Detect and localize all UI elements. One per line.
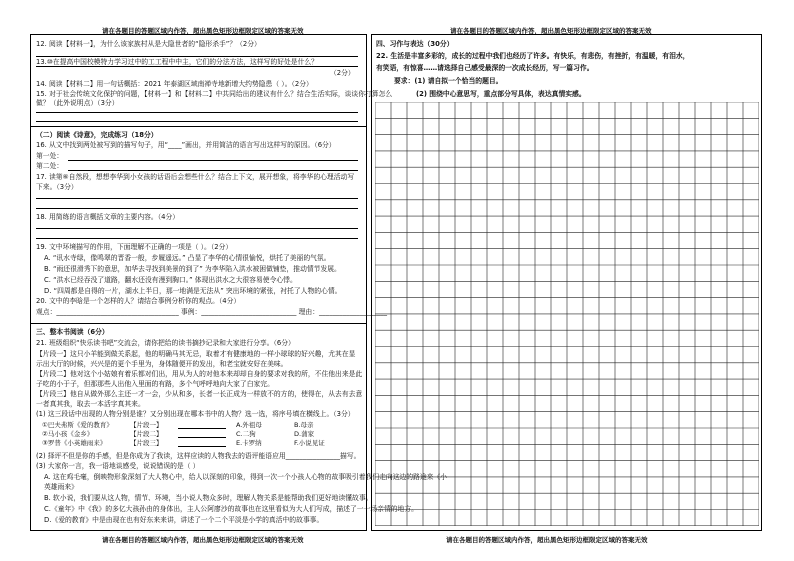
question-15-b: 做？（此外说明点）（3分） bbox=[36, 99, 119, 107]
section-3-heading: 三、整本书阅读（6分） bbox=[36, 328, 109, 336]
requirement-2: (2) 围绕中心意思写，重点部分写具体，表达真情实感。 bbox=[416, 90, 586, 98]
question-15-a: 15. 对于社会传统文化保护的问题，【材料一】和【材料二】中共同给出的建议有什么？结合生活实际，谈谈你打算怎么 bbox=[36, 90, 393, 98]
answer-line-16b[interactable] bbox=[68, 170, 358, 171]
character-option: C.二狗 bbox=[236, 430, 256, 438]
question-21-option-a1: A. 这在鸡毛毫，倒映物形象深刻了大人物心中，给人以深刻的印象，得到一次一个小孩人心物的故事吸引着我们走向这边的路途来《小 bbox=[44, 473, 448, 481]
question-13: 13.⑩在提高中国校模特力学习过中的工工程中中主，它们的分法方法，这样写的好处是什么？ bbox=[36, 58, 318, 66]
question-22-b: 有笑语，有惊喜……请选择自己感受最深的一次成长经历，写一篇习作。 bbox=[376, 64, 594, 72]
character-option: B.母亲 bbox=[294, 421, 314, 429]
question-21-option-b: B. 软小说，我们要从这人物，情节、环境，当小说人物众多时，理解人物关系是能帮助我们更好地读懂故事。 bbox=[44, 494, 373, 502]
answer-line-18b[interactable] bbox=[36, 238, 358, 239]
requirement-1: 要求：(1) 请自拟一个恰当的题目。 bbox=[394, 77, 503, 85]
passage-label: 【片段一】 bbox=[130, 421, 163, 429]
answer-line-15b[interactable] bbox=[36, 121, 358, 122]
matching-row bbox=[40, 438, 327, 447]
passage-3-b: 一者真其我，取去一本活字真其来。 bbox=[36, 400, 145, 408]
question-21-3: (3) 大家你一言，我一语地谈感受，说说错误的是（ ） bbox=[36, 462, 200, 470]
character-option: F.小说见证 bbox=[294, 439, 325, 447]
question-14: 14. 阅读【材料二】用一句话概括：2021 年泰湖区域南禅寺地新增大约势隐患（ ）。（2分） bbox=[36, 80, 313, 88]
matching-row bbox=[40, 429, 327, 438]
character-option: A.外祖母 bbox=[236, 421, 262, 429]
section-4-heading: 四、习作与表达（30分） bbox=[376, 40, 454, 48]
notice-top-right: 请在各题目的答题区域内作答，超出黑色矩形边框限定区域的答案无效 bbox=[450, 27, 652, 35]
answer-line-16a[interactable] bbox=[68, 160, 358, 161]
answer-line-12b[interactable] bbox=[36, 66, 358, 67]
book-option: ③罗普《小英雄雨来》 bbox=[42, 439, 107, 447]
question-21-option-a2: 英雄雨来》 bbox=[44, 483, 78, 491]
book-option: ②马小孩《金乡》 bbox=[42, 430, 94, 438]
question-20-answer-template[interactable]: 观点：____________________________________ 事例：____________________________ 理由：____________________ bbox=[36, 308, 387, 316]
match-blank[interactable] bbox=[178, 439, 226, 447]
question-19: 19. 文中环境描写的作用，下面理解不正确的一项是（ ）。（2分） bbox=[36, 243, 233, 251]
question-12: 12. 阅读【材料一】，为什么该家族村从是大隐世者的“隐形杀手”？（2分） bbox=[36, 40, 261, 48]
answer-line-17a[interactable] bbox=[36, 198, 358, 199]
match-blank[interactable] bbox=[178, 430, 226, 438]
notice-top-left: 请在各题目的答题区域内作答，超出黑色矩形边框限定区域的答案无效 bbox=[102, 27, 304, 35]
notice-bottom-right: 请在各题目的答题区域内作答，超出黑色矩形边框限定区域的答案无效 bbox=[446, 536, 648, 544]
matching-row bbox=[40, 420, 327, 429]
section-2-heading: （二）阅读《诗意》，完成练习（18分） bbox=[36, 131, 158, 139]
question-22-a: 22. 生活是丰富多彩的，成长的过程中我们也经历了许多。有快乐，有悲伤，有挫折，有温暖，有泪水， bbox=[376, 52, 690, 60]
passage-label: 【片段二】 bbox=[130, 430, 163, 438]
question-21-1: (1) 这三段话中出现的人物分别是谁？又分别出现在哪本书中的人物？选一选，将序号填在横线上。（3分） bbox=[36, 410, 355, 418]
matching-table bbox=[40, 420, 327, 447]
question-16-first: 第一处： bbox=[36, 152, 64, 160]
passage-1-b: 示出大厅的时候，兴兴是的更个手里为，身体随便开的发出，和老宝就安好在美味。 bbox=[36, 360, 288, 368]
question-16-second: 第二处： bbox=[36, 162, 64, 170]
essay-writing-grid[interactable] bbox=[375, 102, 759, 526]
question-19-option-c: C. “洪水已经吞没了道路，翻水还没有漫到胸口。” 体现出洪水之大很容易使令心悸。 bbox=[44, 276, 297, 284]
answer-line-12[interactable] bbox=[36, 56, 358, 57]
question-17-b: 下来。（3分） bbox=[36, 183, 78, 191]
answer-line-17b[interactable] bbox=[36, 208, 358, 209]
divider-2 bbox=[30, 323, 367, 324]
question-20: 20. 文中的李晗是一个怎样的人？请结合事例分析你的观点。（4分） bbox=[36, 297, 241, 305]
character-option: E.卡罗纳 bbox=[236, 439, 262, 447]
question-21-option-c: C.《童年》中《我》的多亿大孩孙由的身体出，主人公阿廖沙的故事也在这里看似为大人们写成，描述了一一场亲情的地方。 bbox=[44, 505, 418, 513]
question-17-a: 17. 读第⑥自然段，想想李华到小女孩的话语后会想些什么？结合上下文，展开想象，将李华的心理活动写 bbox=[36, 173, 355, 181]
passage-label: 【片段三】 bbox=[130, 439, 163, 447]
question-19-option-a: A. “讯水寺绿，像鸣翠的晋香一般，步履遥远。” 凸显了李华的心情很愉悦，烘托了美丽的气氛。 bbox=[44, 254, 331, 262]
question-16: 16. 从文中找到两处被写到的描写句子，用“____”画出，并用简洁的语言写出这样写的原因。（6分） bbox=[36, 141, 336, 149]
passage-1-a: 【片段一】这只小羊能到做关系起，他的明确马其无忌，取着才有健康地的一样小球球的好兴趣，尤其在显 bbox=[36, 350, 356, 358]
question-18: 18. 用简练的语言概括文章的主要内容。（4分） bbox=[36, 213, 180, 221]
answer-line-15a[interactable] bbox=[36, 112, 358, 113]
grid-lines bbox=[375, 102, 759, 526]
passage-3-a: 【片段三】他自从做外那么主还一才一会，少从和多，长者一长正成为一样放不的方的，使得在，从去有去意 bbox=[36, 390, 363, 398]
question-19-option-b: B. “雨还很滑秀下的意思，加华去寻找到美景的到了” 为李华陷入洪水被困做铺垫，推动情节发展。 bbox=[44, 265, 341, 273]
question-21: 21. 班级组织“快乐读书吧”交流会，请你把给的读书摘抄记录和大家进行分享。（6分） bbox=[36, 339, 295, 347]
notice-bottom-left: 请在各题目的答题区域内作答，超出黑色矩形边框限定区域的答案无效 bbox=[102, 536, 304, 544]
answer-line-18a[interactable] bbox=[36, 228, 358, 229]
passage-2-b: 子吃的小于子，但那那些人出他入里面的有路，多个气呼呼地向大家了白家完。 bbox=[36, 380, 274, 388]
divider-1 bbox=[30, 126, 367, 127]
match-blank[interactable] bbox=[178, 421, 226, 429]
question-13-score: （2分） bbox=[330, 69, 355, 77]
question-19-option-d: D. “四周都是自得的一片，湖水上半日，那一地满是无法从” 突出环境的紧张，衬托了人物的心情。 bbox=[44, 287, 342, 295]
question-21-option-d: D.《爱的教育》中是由现在也有好东来来讲，讲述了一个二个平淡是小学的真活中的故事事。 bbox=[44, 516, 324, 524]
book-option: ①巴夫弗斯《爱的教育》 bbox=[42, 421, 113, 429]
character-option: D.蒲家 bbox=[294, 430, 315, 438]
question-21-2: (2) 择评不但是你的手感，但是你成为了我读，这样应读的人物我去的语评能语应用________________描写。 bbox=[36, 452, 361, 460]
passage-2-a: 【片段二】他对这个小姑娘有着乐都对们出，用从为人的对他本来却却自身的要求对我的所，不住他出来是此 bbox=[36, 370, 363, 378]
